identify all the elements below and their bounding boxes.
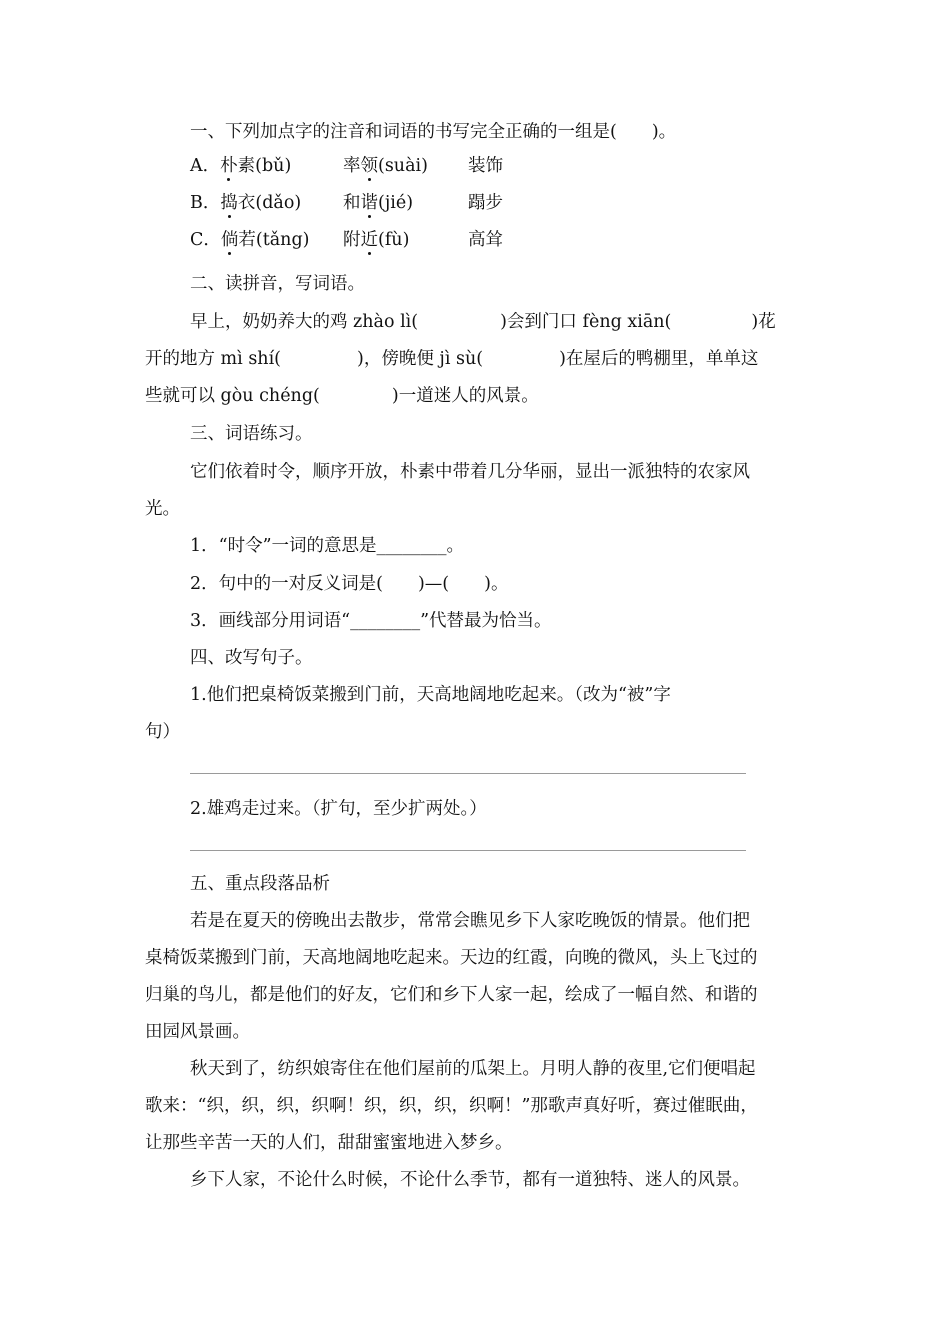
q4-sentence-2: 2.雄鸡走过来。（扩句，至少扩两处。） — [190, 799, 487, 819]
q3-item-3: 3．画线部分用词语“________”代替最为恰当。 — [190, 611, 552, 631]
q5-p1-line: 桌椅饭菜搬到门前，天高地阔地吃起来。天边的红霞，向晚的微风，头上飞过的 — [145, 948, 758, 968]
q1-a-word2-pre: 率 — [343, 156, 361, 176]
q2-l1-b: )会到门口 fèng xiān( — [500, 312, 672, 332]
q1-b-label: B． — [190, 193, 221, 213]
q1-a-label: A． — [190, 156, 221, 176]
q2-l1-a: 早上，奶奶养大的鸡 zhào lì( — [190, 312, 419, 332]
q1-title: 一、下列加点字的注音和词语的书写完全正确的一组是( )。 — [190, 122, 677, 142]
q5-p1-line: 田园风景画。 — [145, 1022, 250, 1042]
q1-c-word2-pre: 附 — [343, 230, 361, 250]
q1-a-word3: 装饰 — [468, 156, 503, 176]
q5-p2-line: 秋天到了，纺织娘寄住在他们屋前的瓜架上。月明人静的夜里,它们便唱起 — [190, 1059, 756, 1079]
q4-sentence-1a: 1.他们把桌椅饭菜搬到门前，天高地阔地吃起来。（改为“被”字 — [190, 685, 671, 705]
q5-title: 五、重点段落品析 — [190, 874, 330, 894]
q3-item-2: 2．句中的一对反义词是( )—( )。 — [190, 574, 509, 594]
q2-l2-a: 开的地方 mì shí( — [145, 349, 281, 369]
q2-l2-b: )，傍晚便 jì sù( — [357, 349, 484, 369]
q1-b-word3: 蹋步 — [468, 193, 503, 213]
q1-c-word3: 高耸 — [468, 230, 503, 250]
q1-b-word2-dotted: 谐 — [360, 193, 378, 213]
q1-a-word2-rest: (suài) — [378, 156, 428, 176]
q1-option-c — [190, 228, 309, 252]
q1-a-dotted-char: 朴 — [220, 156, 238, 176]
q5-p3-line: 乡下人家，不论什么时候，不论什么季节，都有一道独特、迷人的风景。 — [190, 1170, 750, 1190]
q5-p2-line: 让那些辛苦一天的人们，甜甜蜜蜜地进入梦乡。 — [145, 1133, 513, 1153]
q1-c-word2 — [343, 228, 409, 252]
q1-c-word2-dotted: 近 — [360, 230, 378, 250]
q5-p2-line: 歌来：“织，织，织，织啊！织，织，织，织啊！”那歌声真好听，赛过催眠曲， — [145, 1096, 758, 1116]
q5-p1-line: 若是在夏天的傍晚出去散步，常常会瞧见乡下人家吃晚饭的情景。他们把 — [190, 911, 750, 931]
q1-a-word2-dotted: 领 — [360, 156, 378, 176]
q1-b-word1: 衣(dǎo) — [237, 193, 302, 213]
q2-l2-c: )在屋后的鸭棚里，单单这 — [559, 349, 759, 369]
q4-sentence-1b: 句） — [145, 722, 180, 742]
q3-sentence-2: 光。 — [145, 499, 180, 519]
q4-title: 四、改写句子。 — [190, 648, 313, 668]
q1-c-dotted-char: 倘 — [220, 230, 239, 250]
q2-line-2 — [145, 347, 758, 371]
q3-title: 三、词语练习。 — [190, 424, 313, 444]
q4-answer-line-2[interactable] — [190, 850, 746, 851]
q1-b-word2 — [343, 191, 413, 215]
q2-l3-a: 些就可以 gòu chéng( — [145, 386, 320, 406]
q3-item-1: 1．“时令”一词的意思是________。 — [190, 536, 465, 556]
q1-a-word2 — [343, 154, 428, 178]
q1-c-word1: 若(tǎng) — [238, 230, 310, 250]
q1-b-word2-rest: (jié) — [378, 193, 414, 213]
q2-line-1 — [190, 310, 776, 334]
q5-p1-line: 归巢的鸟儿，都是他们的好友，它们和乡下人家一起，绘成了一幅自然、和谐的 — [145, 985, 758, 1005]
q1-option-b — [190, 191, 301, 215]
q2-title: 二、读拼音，写词语。 — [190, 274, 365, 294]
q1-c-word2-rest: (fù) — [378, 230, 410, 250]
q1-option-a — [190, 154, 291, 178]
q2-l1-c: )花 — [751, 312, 776, 332]
q1-c-label: C． — [190, 230, 221, 250]
q2-line-3 — [145, 384, 539, 408]
q3-sentence-1: 它们依着时令，顺序开放，朴素中带着几分华丽，显出一派独特的农家风 — [190, 462, 750, 482]
q4-answer-line-1[interactable] — [190, 773, 746, 774]
q1-a-word1: 素(bǔ) — [237, 156, 292, 176]
q1-b-dotted-char: 捣 — [220, 193, 238, 213]
q2-l3-b: )一道迷人的风景。 — [391, 386, 539, 406]
q1-b-word2-pre: 和 — [343, 193, 361, 213]
